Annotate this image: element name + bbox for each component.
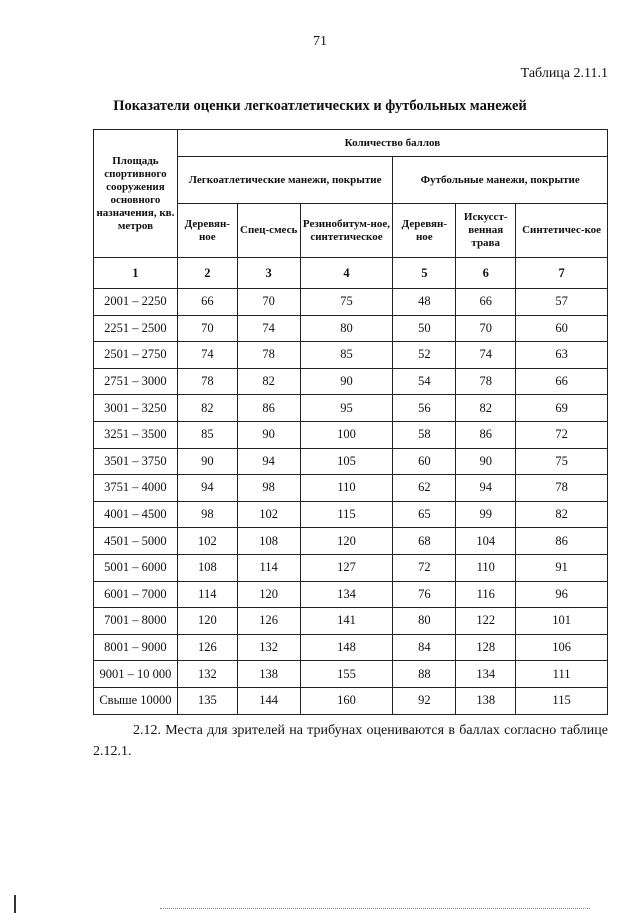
table-body — [94, 289, 608, 715]
score-cell: 135 — [177, 687, 237, 714]
score-cell: 120 — [300, 528, 393, 555]
area-range-cell: 9001 – 10 000 — [94, 661, 178, 688]
score-cell: 70 — [177, 315, 237, 342]
score-cell: 94 — [177, 475, 237, 502]
score-cell: 68 — [393, 528, 456, 555]
score-cell: 104 — [456, 528, 516, 555]
area-range-cell: 6001 – 7000 — [94, 581, 178, 608]
score-cell: 74 — [456, 342, 516, 369]
score-cell: 98 — [177, 501, 237, 528]
score-cell: 78 — [456, 368, 516, 395]
score-cell: 66 — [456, 289, 516, 316]
table-title: Показатели оценки легкоатлетических и футбольных манежей — [113, 98, 527, 114]
header-football-group: Футбольные манежи, покрытие — [393, 157, 608, 204]
score-cell: 54 — [393, 368, 456, 395]
score-cell: 120 — [237, 581, 300, 608]
score-cell: 78 — [516, 475, 608, 502]
score-cell: 105 — [300, 448, 393, 475]
area-range-cell: Свыше 10000 — [94, 687, 178, 714]
score-cell: 126 — [177, 634, 237, 661]
score-cell: 128 — [456, 634, 516, 661]
table-row — [94, 475, 608, 502]
score-cell: 102 — [237, 501, 300, 528]
area-range-cell: 4001 – 4500 — [94, 501, 178, 528]
score-cell: 90 — [456, 448, 516, 475]
scores-table — [93, 129, 608, 715]
table-label: Таблица 2.11.1 — [520, 66, 608, 81]
score-cell: 111 — [516, 661, 608, 688]
score-cell: 122 — [456, 608, 516, 635]
score-cell: 72 — [393, 554, 456, 581]
score-cell: 99 — [456, 501, 516, 528]
header-area: Площадь спортивного сооружения основного назначения, кв. метров — [94, 130, 178, 258]
score-cell: 114 — [237, 554, 300, 581]
header-football-turf: Искусст-венная трава — [456, 204, 516, 258]
score-cell: 101 — [516, 608, 608, 635]
table-row — [94, 315, 608, 342]
score-cell: 60 — [393, 448, 456, 475]
score-cell: 96 — [516, 581, 608, 608]
score-cell: 132 — [237, 634, 300, 661]
scan-margin-mark — [14, 895, 16, 913]
area-range-cell: 2501 – 2750 — [94, 342, 178, 369]
header-points: Количество баллов — [177, 130, 607, 157]
score-cell: 80 — [393, 608, 456, 635]
header-athletic-rubber: Резинобитум-ное, синтетическое — [300, 204, 393, 258]
table-row — [94, 528, 608, 555]
score-cell: 70 — [237, 289, 300, 316]
score-cell: 72 — [516, 421, 608, 448]
area-range-cell: 3501 – 3750 — [94, 448, 178, 475]
table-row — [94, 581, 608, 608]
score-cell: 92 — [393, 687, 456, 714]
score-cell: 75 — [300, 289, 393, 316]
score-cell: 56 — [393, 395, 456, 422]
score-cell: 134 — [300, 581, 393, 608]
table-row — [94, 608, 608, 635]
area-range-cell: 4501 – 5000 — [94, 528, 178, 555]
column-number: 1 — [94, 258, 178, 289]
score-cell: 86 — [516, 528, 608, 555]
score-cell: 120 — [177, 608, 237, 635]
column-number: 5 — [393, 258, 456, 289]
score-cell: 90 — [237, 421, 300, 448]
score-cell: 108 — [177, 554, 237, 581]
score-cell: 86 — [237, 395, 300, 422]
score-cell: 66 — [516, 368, 608, 395]
score-cell: 94 — [237, 448, 300, 475]
table-row — [94, 634, 608, 661]
score-cell: 138 — [237, 661, 300, 688]
header-football-wood: Деревян-ное — [393, 204, 456, 258]
table-row — [94, 289, 608, 316]
area-range-cell: 3751 – 4000 — [94, 475, 178, 502]
table-row — [94, 661, 608, 688]
score-cell: 82 — [456, 395, 516, 422]
score-cell: 63 — [516, 342, 608, 369]
score-cell: 85 — [300, 342, 393, 369]
column-number: 4 — [300, 258, 393, 289]
score-cell: 90 — [300, 368, 393, 395]
score-cell: 98 — [237, 475, 300, 502]
table-row — [94, 342, 608, 369]
score-cell: 80 — [300, 315, 393, 342]
score-cell: 90 — [177, 448, 237, 475]
score-cell: 75 — [516, 448, 608, 475]
score-cell: 88 — [393, 661, 456, 688]
header-athletic-group: Легкоатлетические манежи, покрытие — [177, 157, 393, 204]
score-cell: 82 — [516, 501, 608, 528]
score-cell: 84 — [393, 634, 456, 661]
score-cell: 85 — [177, 421, 237, 448]
score-cell: 114 — [177, 581, 237, 608]
area-range-cell: 2751 – 3000 — [94, 368, 178, 395]
score-cell: 62 — [393, 475, 456, 502]
column-number: 6 — [456, 258, 516, 289]
score-cell: 148 — [300, 634, 393, 661]
score-cell: 69 — [516, 395, 608, 422]
area-range-cell: 5001 – 6000 — [94, 554, 178, 581]
score-cell: 91 — [516, 554, 608, 581]
body-paragraph: 2.12. Места для зрителей на трибунах оцениваются в баллах согласно таблице 2.12.1. — [93, 723, 608, 759]
table-row — [94, 687, 608, 714]
score-cell: 65 — [393, 501, 456, 528]
score-cell: 141 — [300, 608, 393, 635]
score-cell: 115 — [300, 501, 393, 528]
score-cell: 57 — [516, 289, 608, 316]
table-row — [94, 421, 608, 448]
score-cell: 60 — [516, 315, 608, 342]
score-cell: 108 — [237, 528, 300, 555]
area-range-cell: 7001 – 8000 — [94, 608, 178, 635]
score-cell: 138 — [456, 687, 516, 714]
score-cell: 95 — [300, 395, 393, 422]
score-cell: 70 — [456, 315, 516, 342]
score-cell: 110 — [456, 554, 516, 581]
score-cell: 116 — [456, 581, 516, 608]
table-row — [94, 368, 608, 395]
column-number: 7 — [516, 258, 608, 289]
score-cell: 144 — [237, 687, 300, 714]
score-cell: 78 — [177, 368, 237, 395]
score-cell: 48 — [393, 289, 456, 316]
score-cell: 100 — [300, 421, 393, 448]
score-cell: 58 — [393, 421, 456, 448]
score-cell: 82 — [237, 368, 300, 395]
area-range-cell: 3251 – 3500 — [94, 421, 178, 448]
score-cell: 74 — [237, 315, 300, 342]
score-cell: 160 — [300, 687, 393, 714]
score-cell: 78 — [237, 342, 300, 369]
score-cell: 66 — [177, 289, 237, 316]
area-range-cell: 2251 – 2500 — [94, 315, 178, 342]
column-number: 3 — [237, 258, 300, 289]
header-athletic-wood: Деревян-ное — [177, 204, 237, 258]
area-range-cell: 3001 – 3250 — [94, 395, 178, 422]
score-cell: 82 — [177, 395, 237, 422]
header-athletic-mix: Спец-смесь — [237, 204, 300, 258]
score-cell: 126 — [237, 608, 300, 635]
column-number: 2 — [177, 258, 237, 289]
score-cell: 50 — [393, 315, 456, 342]
score-cell: 76 — [393, 581, 456, 608]
score-cell: 127 — [300, 554, 393, 581]
scan-bottom-edge — [160, 908, 590, 910]
score-cell: 52 — [393, 342, 456, 369]
area-range-cell: 8001 – 9000 — [94, 634, 178, 661]
score-cell: 86 — [456, 421, 516, 448]
score-cell: 94 — [456, 475, 516, 502]
page-number: 71 — [313, 34, 327, 49]
score-cell: 106 — [516, 634, 608, 661]
table-row — [94, 554, 608, 581]
table-row — [94, 501, 608, 528]
score-cell: 74 — [177, 342, 237, 369]
table-row — [94, 448, 608, 475]
header-football-synthetic: Синтетичес-кое — [516, 204, 608, 258]
table-row — [94, 395, 608, 422]
score-cell: 132 — [177, 661, 237, 688]
score-cell: 155 — [300, 661, 393, 688]
area-range-cell: 2001 – 2250 — [94, 289, 178, 316]
score-cell: 115 — [516, 687, 608, 714]
score-cell: 134 — [456, 661, 516, 688]
score-cell: 102 — [177, 528, 237, 555]
score-cell: 110 — [300, 475, 393, 502]
